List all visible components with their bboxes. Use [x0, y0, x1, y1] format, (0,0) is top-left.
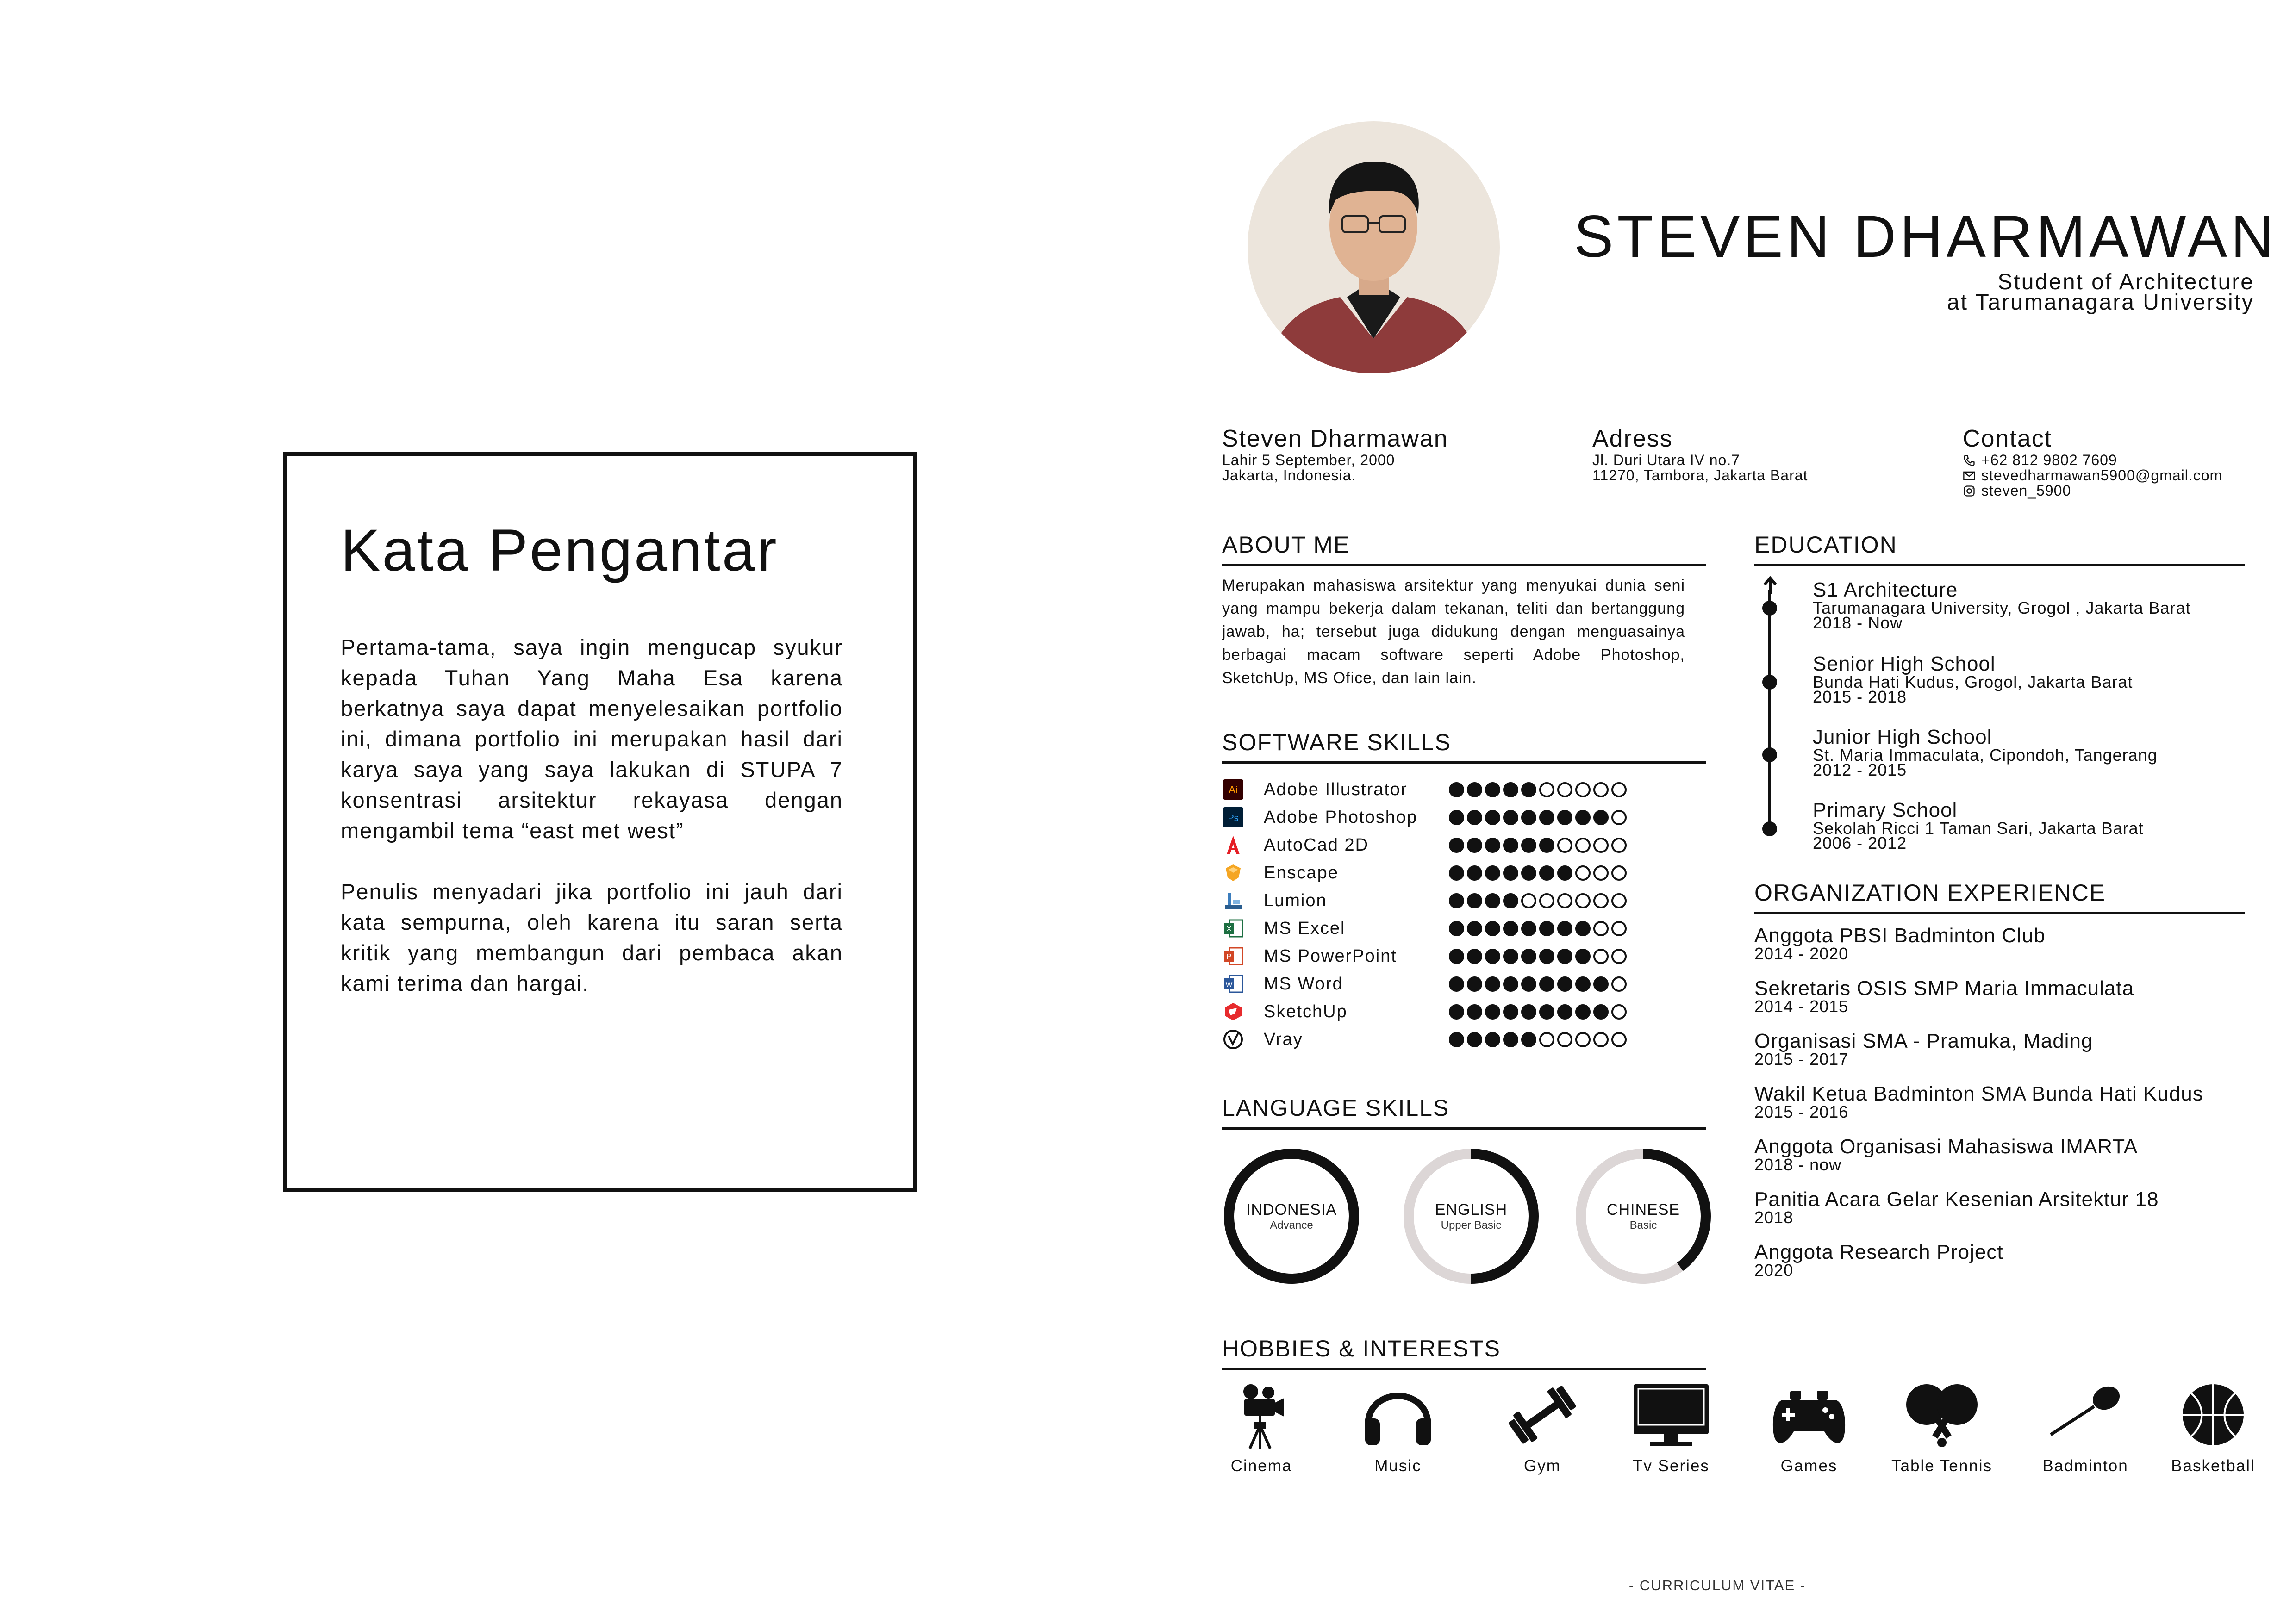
skill-dot-filled — [1503, 838, 1518, 853]
education-degree: Junior High School — [1813, 726, 1992, 748]
software-label: Lumion — [1264, 890, 1327, 910]
hobby-label: Tv Series — [1633, 1457, 1710, 1475]
education-place: Tarumanagara University, Grogol , Jakarta Barat — [1813, 598, 2191, 617]
organization-role: Organisasi SMA - Pramuka, Mading — [1754, 1030, 2093, 1052]
hobby-item — [2155, 1381, 2271, 1475]
education-place: Sekolah Ricci 1 Taman Sari, Jakarta Barat — [1813, 819, 2144, 838]
skill-dot-filled — [1521, 838, 1536, 853]
about-rule — [1222, 564, 1706, 566]
skill-dot-filled — [1557, 810, 1572, 825]
skill-dot-empty — [1611, 921, 1627, 936]
intro-box — [283, 452, 917, 1192]
skill-dot-filled — [1467, 921, 1482, 936]
software-row — [1222, 1027, 1303, 1051]
footer-label: - CURRICULUM VITAE - — [1628, 1577, 1806, 1593]
skill-dot-filled — [1503, 921, 1518, 936]
skill-dot-filled — [1539, 921, 1554, 936]
timeline-dot — [1762, 675, 1777, 690]
dumbbell-icon — [1503, 1381, 1582, 1449]
skill-dot-filled — [1521, 865, 1536, 881]
hobby-item — [1751, 1381, 1867, 1475]
address-line: Jl. Duri Utara IV no.7 — [1592, 452, 1740, 468]
instagram-icon — [1963, 485, 1976, 497]
skill-dot-filled — [1467, 1032, 1482, 1047]
skill-dots — [1449, 865, 1627, 881]
hobby-item — [1340, 1381, 1456, 1475]
intro-paragraph: Pertama-tama, saya ingin mengucap syukur kepada Tuhan Yang Maha Esa karena berkatnya saya dapat menyelesaikan portfolio ini, dimana portfolio ini merupakan hasil dari karya saya yang saya lakukan di STUPA 7 konsentrasi arsitektur rekayasa dengan mengambil tema “east met west” — [341, 635, 843, 843]
address-title: Adress — [1592, 425, 1673, 452]
enscape-icon — [1222, 862, 1244, 884]
adobe-illustrator-icon — [1222, 778, 1244, 801]
hobby-item — [1204, 1381, 1319, 1475]
skill-dot-empty — [1611, 865, 1627, 881]
software-row — [1222, 972, 1343, 996]
adobe-photoshop-icon — [1222, 806, 1244, 828]
skill-dot-filled — [1485, 976, 1500, 992]
skill-dot-filled — [1575, 949, 1591, 964]
organization-years: 2014 - 2020 — [1754, 944, 1849, 963]
education-place: St. Maria Immaculata, Cipondoh, Tangerang — [1813, 746, 2158, 765]
education-rule — [1754, 564, 2245, 566]
skill-dot-filled — [1539, 838, 1554, 853]
skill-dot-filled — [1449, 865, 1464, 881]
software-row — [1222, 861, 1339, 885]
education-years: 2012 - 2015 — [1813, 760, 1907, 779]
organization-role: Sekretaris OSIS SMP Maria Immaculata — [1754, 977, 2134, 1000]
autocad-icon — [1222, 834, 1244, 856]
skill-dot-filled — [1503, 976, 1518, 992]
skill-dot-filled — [1503, 949, 1518, 964]
ring-label — [1574, 1147, 1713, 1286]
skill-dot-filled — [1521, 921, 1536, 936]
software-row — [1222, 1000, 1348, 1024]
software-row — [1222, 889, 1327, 913]
address-info — [1592, 425, 1808, 483]
skill-dot-empty — [1539, 782, 1554, 797]
skill-dot-filled — [1557, 921, 1572, 936]
timeline-dot — [1762, 821, 1777, 836]
svg-text:W: W — [1225, 981, 1233, 989]
skill-dot-empty — [1593, 838, 1609, 853]
education-years: 2006 - 2012 — [1813, 833, 1907, 852]
skill-dot-empty — [1611, 1004, 1627, 1020]
language-level: Upper Basic — [1441, 1219, 1502, 1231]
person-subtitle — [1713, 272, 2254, 313]
organization-item — [1754, 1084, 2203, 1120]
skill-dot-empty — [1611, 838, 1627, 853]
language-ring — [1574, 1147, 1713, 1286]
hobby-label: Badminton — [2042, 1457, 2128, 1475]
skill-dot-filled — [1467, 1004, 1482, 1020]
skill-dot-empty — [1593, 921, 1609, 936]
hobby-item — [2028, 1381, 2143, 1475]
person-name: STEVEN DHARMAWAN — [1574, 204, 2277, 270]
skill-dots — [1449, 838, 1627, 853]
skill-dot-filled — [1539, 810, 1554, 825]
skill-dots — [1449, 893, 1627, 908]
software-label: Adobe Photoshop — [1264, 807, 1418, 827]
organization-years: 2018 - now — [1754, 1155, 1842, 1174]
skill-dot-filled — [1521, 782, 1536, 797]
skill-dot-empty — [1557, 1032, 1572, 1047]
skill-dot-empty — [1575, 865, 1591, 881]
skill-dot-empty — [1593, 893, 1609, 908]
skill-dot-empty — [1539, 893, 1554, 908]
skill-dot-filled — [1593, 1004, 1609, 1020]
skill-dot-empty — [1611, 893, 1627, 908]
education-item — [1813, 727, 2158, 777]
language-ring — [1222, 1147, 1361, 1286]
education-degree: Senior High School — [1813, 653, 1996, 675]
skill-dot-empty — [1521, 893, 1536, 908]
software-row — [1222, 916, 1346, 940]
contact-info — [1963, 425, 2222, 498]
skill-dot-empty — [1539, 1032, 1554, 1047]
language-level: Basic — [1629, 1219, 1657, 1231]
organization-years: 2018 — [1754, 1208, 1794, 1227]
skill-dot-filled — [1557, 1004, 1572, 1020]
sketchup-icon — [1222, 1001, 1244, 1023]
software-label: MS PowerPoint — [1264, 946, 1397, 966]
language-rule — [1222, 1127, 1706, 1130]
skill-dot-filled — [1449, 949, 1464, 964]
subtitle-line: Student of Architecture — [1997, 270, 2254, 294]
language-name: INDONESIA — [1246, 1200, 1337, 1219]
ring-label — [1222, 1147, 1361, 1286]
software-row — [1222, 833, 1369, 857]
organization-role: Wakil Ketua Badminton SMA Bunda Hati Kudus — [1754, 1082, 2203, 1105]
skill-dot-empty — [1575, 1032, 1591, 1047]
skill-dot-filled — [1449, 782, 1464, 797]
education-years: 2015 - 2018 — [1813, 687, 1907, 706]
skill-dot-filled — [1575, 810, 1591, 825]
hobby-label: Cinema — [1230, 1457, 1292, 1475]
birth-date: Lahir 5 September, 2000 — [1222, 452, 1395, 468]
phone-number: +62 812 9802 7609 — [1981, 452, 2117, 468]
contact-instagram[interactable] — [1963, 483, 2222, 498]
skill-dot-filled — [1539, 976, 1554, 992]
skill-dot-filled — [1467, 893, 1482, 908]
skill-dot-filled — [1485, 1032, 1500, 1047]
skill-dot-filled — [1557, 865, 1572, 881]
language-ring — [1402, 1147, 1541, 1286]
ms-word-icon — [1222, 973, 1244, 995]
vray-icon — [1222, 1028, 1244, 1051]
skill-dot-filled — [1503, 1032, 1518, 1047]
headphones-icon — [1359, 1381, 1437, 1449]
organization-years: 2015 - 2016 — [1754, 1102, 1849, 1121]
skill-dot-filled — [1485, 893, 1500, 908]
skill-dot-filled — [1449, 1032, 1464, 1047]
language-name: CHINESE — [1606, 1200, 1680, 1219]
contact-title: Contact — [1963, 425, 2053, 452]
skill-dot-filled — [1557, 976, 1572, 992]
timeline-dot — [1762, 747, 1777, 762]
ms-excel-icon — [1222, 917, 1244, 939]
skill-dot-empty — [1557, 782, 1572, 797]
skill-dot-filled — [1521, 1032, 1536, 1047]
software-rule — [1222, 761, 1706, 764]
gamepad-icon — [1770, 1381, 1848, 1449]
software-row — [1222, 777, 1408, 802]
mail-icon — [1963, 469, 1976, 482]
education-degree: Primary School — [1813, 799, 1958, 821]
hobbies-title: HOBBIES & INTERESTS — [1222, 1336, 1501, 1362]
skill-dot-filled — [1521, 1004, 1536, 1020]
skill-dot-filled — [1467, 810, 1482, 825]
ms-powerpoint-icon — [1222, 945, 1244, 967]
personal-info — [1222, 425, 1448, 483]
lumion-icon — [1222, 889, 1244, 912]
skill-dot-filled — [1485, 949, 1500, 964]
software-label: Adobe Illustrator — [1264, 779, 1408, 799]
software-label: MS Excel — [1264, 918, 1346, 938]
skill-dot-filled — [1485, 1004, 1500, 1020]
skill-dot-filled — [1485, 865, 1500, 881]
skill-dot-filled — [1485, 782, 1500, 797]
skill-dot-filled — [1539, 949, 1554, 964]
software-label: MS Word — [1264, 974, 1343, 994]
skill-dot-filled — [1503, 865, 1518, 881]
svg-text:X: X — [1226, 925, 1232, 933]
skill-dot-filled — [1449, 810, 1464, 825]
skill-dot-filled — [1467, 949, 1482, 964]
education-degree: S1 Architecture — [1813, 578, 1958, 601]
organization-role: Anggota Organisasi Mahasiswa IMARTA — [1754, 1135, 2138, 1158]
svg-text:P: P — [1226, 953, 1232, 961]
organization-role: Anggota PBSI Badminton Club — [1754, 924, 2046, 947]
organization-role: Anggota Research Project — [1754, 1241, 2003, 1263]
instagram-handle: steven_5900 — [1981, 482, 2071, 499]
about-text: Merupakan mahasiswa arsitektur yang menyukai dunia seni yang mampu bekerja dalam tekanan, teliti dan bertanggung jawab, ha; tersebut juga didukung dengan menguasainya berbagai macam software seperti Adobe Photoshop, SketchUp, MS Ofice, dan lain lain. — [1222, 577, 1685, 687]
skill-dot-filled — [1449, 893, 1464, 908]
hobby-label: Music — [1374, 1457, 1422, 1475]
skill-dot-empty — [1557, 838, 1572, 853]
organization-role: Panitia Acara Gelar Kesenian Arsitektur 18 — [1754, 1188, 2159, 1211]
skill-dot-filled — [1449, 838, 1464, 853]
organization-item — [1754, 1242, 2003, 1278]
contact-phone[interactable] — [1963, 453, 2222, 468]
skill-dots — [1449, 1032, 1627, 1047]
personal-info-title: Steven Dharmawan — [1222, 425, 1448, 452]
skill-dot-filled — [1485, 810, 1500, 825]
software-title: SOFTWARE SKILLS — [1222, 729, 1451, 755]
skill-dots — [1449, 949, 1627, 964]
intro-text — [341, 632, 843, 1029]
education-title: EDUCATION — [1754, 532, 1897, 558]
basketball-icon — [2174, 1381, 2252, 1449]
profile-photo — [1248, 121, 1500, 373]
hobbies-rule — [1222, 1368, 1706, 1370]
skill-dot-empty — [1611, 1032, 1627, 1047]
hobby-label: Gym — [1524, 1457, 1561, 1475]
skill-dot-filled — [1467, 782, 1482, 797]
skill-dot-filled — [1521, 976, 1536, 992]
education-years: 2018 - Now — [1813, 613, 1903, 632]
skill-dot-empty — [1611, 810, 1627, 825]
software-label: Vray — [1264, 1029, 1303, 1049]
skill-dot-empty — [1575, 838, 1591, 853]
organization-years: 2020 — [1754, 1261, 1794, 1280]
language-name: ENGLISH — [1435, 1200, 1508, 1219]
skill-dot-filled — [1503, 810, 1518, 825]
organization-title: ORGANIZATION EXPERIENCE — [1754, 880, 2106, 906]
skill-dot-filled — [1503, 1004, 1518, 1020]
tv-icon — [1632, 1381, 1710, 1449]
skill-dot-filled — [1575, 921, 1591, 936]
language-level: Advance — [1270, 1219, 1313, 1231]
organization-item — [1754, 1137, 2138, 1173]
address-line: 11270, Tambora, Jakarta Barat — [1592, 467, 1808, 484]
skill-dot-filled — [1449, 1004, 1464, 1020]
skill-dot-empty — [1575, 782, 1591, 797]
software-label: AutoCad 2D — [1264, 835, 1369, 855]
organization-item — [1754, 1189, 2159, 1225]
skill-dots — [1449, 1004, 1627, 1020]
software-row — [1222, 944, 1397, 968]
intro-title: Kata Pengantar — [341, 517, 779, 584]
skill-dot-empty — [1611, 782, 1627, 797]
timeline-dot — [1762, 601, 1777, 616]
skill-dot-filled — [1503, 782, 1518, 797]
language-title: LANGUAGE SKILLS — [1222, 1095, 1450, 1121]
hobby-item — [1485, 1381, 1600, 1475]
education-item — [1813, 800, 2144, 851]
skill-dot-filled — [1449, 921, 1464, 936]
skill-dot-filled — [1593, 810, 1609, 825]
education-timeline — [1768, 590, 1771, 831]
skill-dot-filled — [1575, 976, 1591, 992]
skill-dot-filled — [1485, 921, 1500, 936]
organization-item — [1754, 1031, 2093, 1067]
skill-dot-filled — [1575, 1004, 1591, 1020]
skill-dot-filled — [1539, 1004, 1554, 1020]
skill-dot-empty — [1611, 976, 1627, 992]
skill-dot-filled — [1467, 976, 1482, 992]
hobby-label: Table Tennis — [1891, 1457, 1992, 1475]
ping-pong-icon — [1903, 1381, 1981, 1449]
skill-dot-filled — [1521, 810, 1536, 825]
skill-dot-empty — [1575, 893, 1591, 908]
skill-dot-empty — [1593, 865, 1609, 881]
skill-dot-filled — [1539, 865, 1554, 881]
education-item — [1813, 653, 2133, 704]
education-place: Bunda Hati Kudus, Grogol, Jakarta Barat — [1813, 672, 2133, 691]
skill-dot-filled — [1521, 949, 1536, 964]
intro-paragraph: Penulis menyadari jika portfolio ini jauh dari kata sempurna, oleh karena itu saran serta kritik yang membangun dari pembaca akan kami terima dan hargai. — [341, 879, 843, 995]
skill-dot-empty — [1593, 782, 1609, 797]
svg-text:Ps: Ps — [1228, 813, 1239, 823]
skill-dot-filled — [1485, 838, 1500, 853]
hobby-label: Basketball — [2171, 1457, 2255, 1475]
skill-dot-filled — [1467, 838, 1482, 853]
badminton-racket-icon — [2046, 1381, 2125, 1449]
skill-dot-filled — [1467, 865, 1482, 881]
skill-dot-filled — [1503, 893, 1518, 908]
email-address: stevedharmawan5900@gmail.com — [1981, 467, 2223, 484]
software-row — [1222, 805, 1418, 829]
skill-dot-empty — [1593, 949, 1609, 964]
skill-dots — [1449, 782, 1627, 797]
skill-dot-filled — [1449, 976, 1464, 992]
contact-email[interactable] — [1963, 468, 2222, 483]
hobby-label: Games — [1780, 1457, 1838, 1475]
software-label: SketchUp — [1264, 1001, 1348, 1021]
organization-item — [1754, 926, 2046, 962]
hobby-item — [1884, 1381, 2000, 1475]
organization-years: 2015 - 2017 — [1754, 1050, 1849, 1069]
skill-dots — [1449, 810, 1627, 825]
organization-years: 2014 - 2015 — [1754, 997, 1849, 1016]
birth-place: Jakarta, Indonesia. — [1222, 467, 1356, 484]
skill-dots — [1449, 921, 1627, 936]
svg-text:Ai: Ai — [1229, 784, 1238, 796]
ring-label — [1402, 1147, 1541, 1286]
skill-dot-empty — [1557, 893, 1572, 908]
skill-dot-filled — [1593, 976, 1609, 992]
hobby-item — [1613, 1381, 1729, 1475]
subtitle-line: at Tarumanagara University — [1947, 290, 2254, 315]
phone-icon — [1963, 454, 1976, 467]
about-title: ABOUT ME — [1222, 532, 1350, 558]
skill-dot-empty — [1593, 1032, 1609, 1047]
organization-item — [1754, 978, 2134, 1014]
skill-dot-empty — [1611, 949, 1627, 964]
software-label: Enscape — [1264, 863, 1339, 883]
skill-dots — [1449, 976, 1627, 992]
education-item — [1813, 579, 2191, 630]
organization-rule — [1754, 912, 2245, 914]
skill-dot-filled — [1557, 949, 1572, 964]
movie-camera-icon — [1222, 1381, 1301, 1449]
